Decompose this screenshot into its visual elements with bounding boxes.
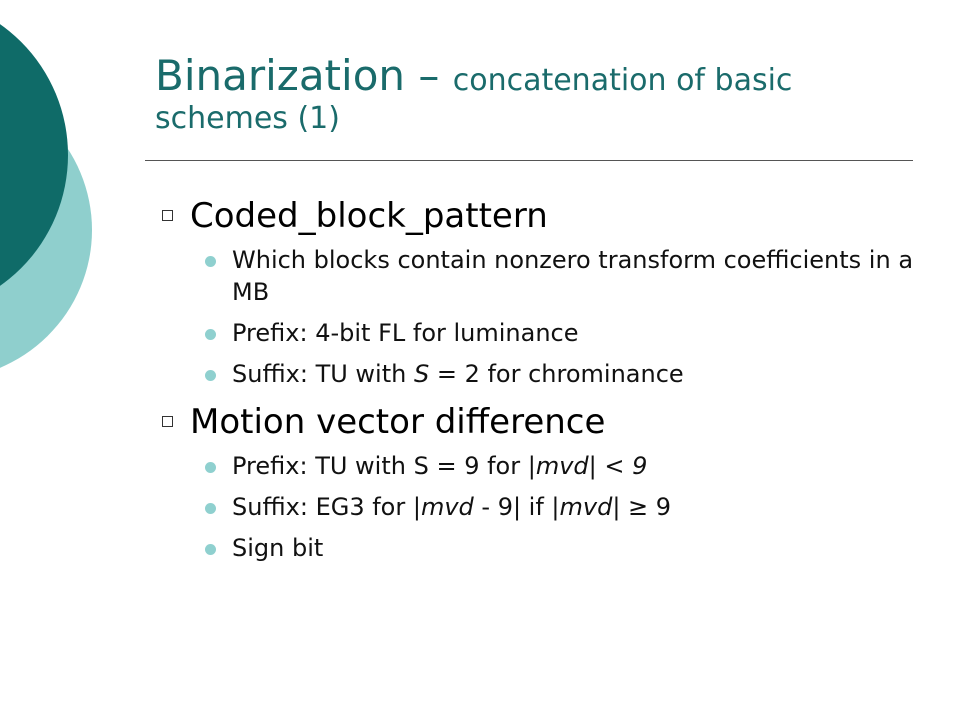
list-item: Suffix: EG3 for |mvd - 9| if |mvd| ≥ 9 — [160, 491, 920, 523]
section-heading: Coded_block_pattern — [190, 196, 548, 236]
circle-bullet-icon — [205, 503, 216, 514]
motion-vector-items — [160, 450, 920, 564]
list-item: Which blocks contain nonzero transform coefficients in a MB — [160, 244, 920, 308]
list-item: Sign bit — [160, 532, 920, 564]
circle-bullet-icon — [205, 329, 216, 340]
list-item: Prefix: TU with S = 9 for |mvd| < 9 — [160, 450, 920, 482]
circle-bullet-icon — [205, 462, 216, 473]
title-subtitle: concatenation of basic schemes (1) — [155, 63, 793, 137]
section-coded-block-pattern — [160, 190, 920, 242]
section-heading: Motion vector difference — [190, 402, 606, 442]
hollow-square-bullet-icon — [162, 210, 173, 221]
circle-bullet-icon — [205, 370, 216, 381]
coded-block-pattern-items — [160, 244, 920, 390]
circle-bullet-icon — [205, 544, 216, 555]
decorative-teal-circles — [0, 0, 110, 400]
slide-title — [155, 50, 915, 138]
list-item: Prefix: 4-bit FL for luminance — [160, 317, 920, 349]
section-motion-vector-difference — [160, 396, 920, 448]
circle-bullet-icon — [205, 256, 216, 267]
slide-body — [160, 190, 920, 564]
title-main: Binarization – — [155, 51, 453, 100]
list-item: Suffix: TU with S = 2 for chrominance — [160, 358, 920, 390]
hollow-square-bullet-icon — [162, 416, 173, 427]
title-divider — [145, 160, 913, 161]
